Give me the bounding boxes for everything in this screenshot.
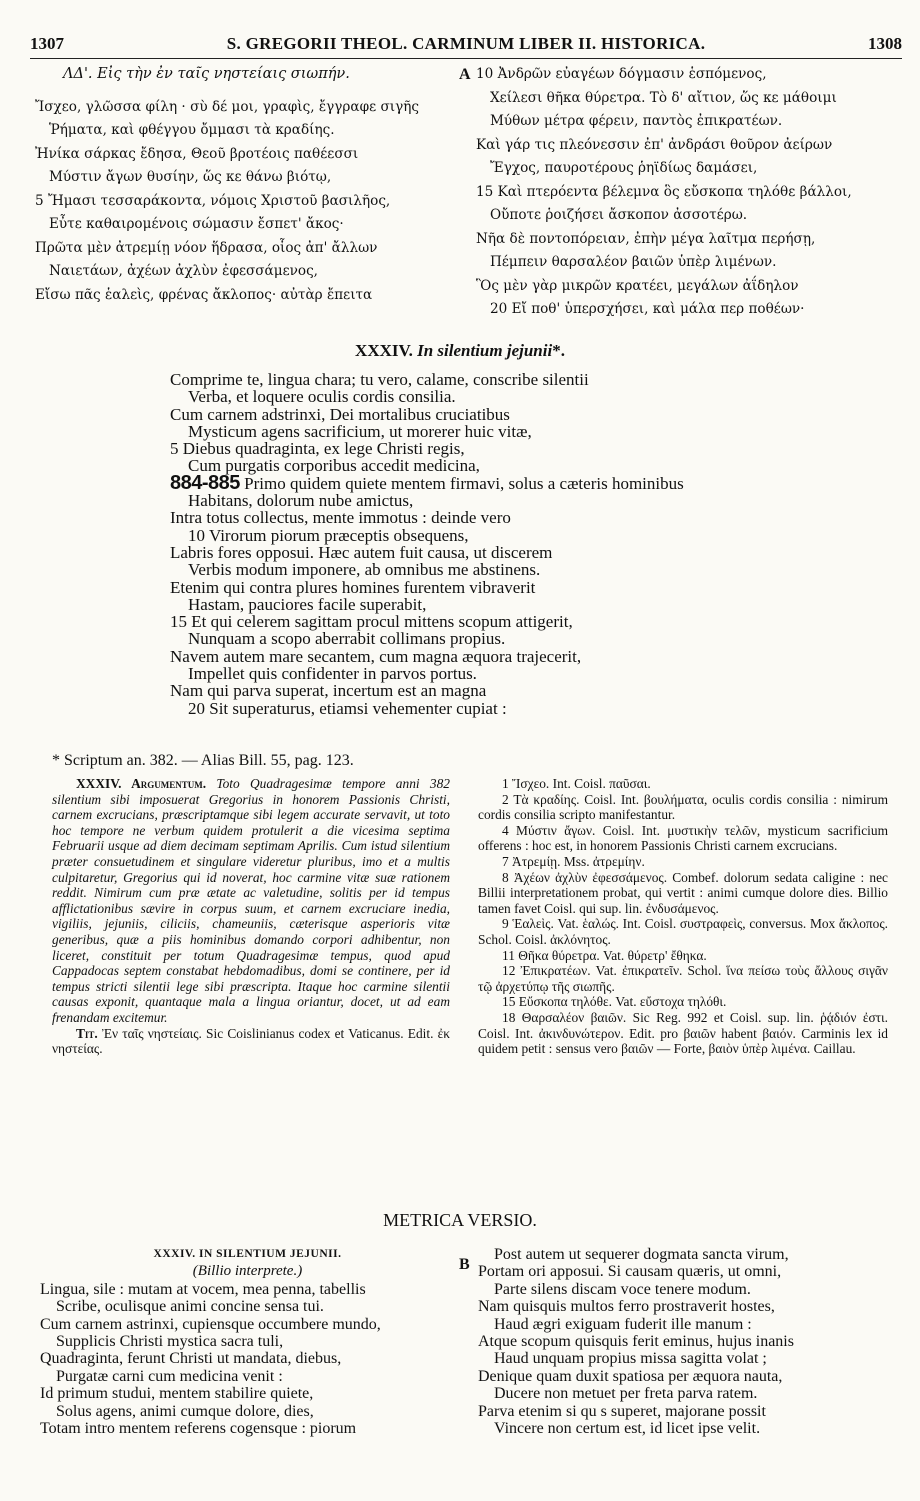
verse-line: Cum carnem astrinxi, cupiensque occumbere mundo, bbox=[40, 1315, 381, 1333]
greek-line: 5 Ἤμασι τεσσαράκοντα, νόμοις Χριστοῦ βασιλῆος, bbox=[35, 192, 391, 209]
latin-line: Etenim qui contra plures homines furentem vibraverit bbox=[170, 577, 536, 597]
verse-line: Purgatæ carni cum medicina venit : bbox=[56, 1367, 283, 1385]
greek-line: Εὖτε καθαιρομένοις σώμασιν ἔσπετ' ἄκος· bbox=[49, 216, 344, 232]
latin-line: Hastam, pauciores facile superabit, bbox=[188, 594, 427, 614]
verse-line: Supplicis Christi mystica sacra tuli, bbox=[56, 1333, 284, 1351]
page-number-right: 1308 bbox=[868, 34, 902, 53]
greek-line: Ὃς μὲν γὰρ μικρῶν κρατέει, μεγάλων ἀΐδηλον bbox=[476, 277, 799, 294]
greek-line: Μύστιν ἄγων θυσίην, ὥς κε θάνω βιότῳ, bbox=[49, 169, 332, 185]
metrical-version-left bbox=[40, 1246, 455, 1437]
latin-line: Primo quidem quiete mentem firmavi, solus a cæteris hominibus bbox=[244, 473, 684, 493]
greek-line: Ἔγχος, παυροτέρους ῥηϊδίως δαμάσει, bbox=[490, 160, 758, 176]
greek-line: 10 Ἀνδρῶν εὐαγέων δόγμασιν ἑσπόμενος, bbox=[476, 66, 767, 82]
greek-line: 20 Εἴ ποθ' ὑπερσχήσει, καὶ μάλα περ ποθέων· bbox=[490, 301, 805, 317]
greek-poem-title: ΛΔ'. Εἰς τὴν ἐν ταῖς νηστείαις σιωπήν. bbox=[63, 66, 350, 82]
critical-note: 8 Ἀχέων ἀχλὺν ἐφεσσάμενος. Combef. dolorum sedata caligine : nec Billii interpretationem probat, qui vertit : animi cumque dolore dies. Billio tamen favet Coisl. qui sup. lin. ἐνδυσάμενος. bbox=[478, 869, 888, 916]
critical-notes-column bbox=[478, 776, 888, 1057]
title-note-text: Ἐν ταῖς νηστείαις. Sic Coislinianus codex et Vaticanus. Edit. ἐκ νηστείας. bbox=[52, 1025, 450, 1057]
verse-subheading: (Billio interprete.) bbox=[192, 1263, 303, 1280]
verse-line: Denique quam duxit spatiosa per æquora nauta, bbox=[478, 1367, 783, 1385]
latin-line: Habitans, dolorum nube amictus, bbox=[188, 491, 414, 511]
critical-note: 1 Ἴσχεο. Int. Coisl. παῦσαι. bbox=[502, 776, 651, 791]
latin-title bbox=[0, 341, 920, 361]
latin-translation bbox=[170, 371, 870, 717]
argument-head: XXXIV. Argumentum. bbox=[76, 776, 207, 791]
greek-line: Ῥήματα, καὶ φθέγγου ὄμμασι τὰ κραδίης. bbox=[49, 122, 335, 138]
page-number-left: 1307 bbox=[30, 34, 64, 53]
verse-line: Parte silens discam voce tenere modum. bbox=[494, 1280, 751, 1298]
critical-note: 2 Τὰ κραδίης. Coisl. Int. βουλήματα, oculis cordis consilia : nimirum cordis consilia scripto manifestantur. bbox=[478, 791, 888, 823]
greek-line: Καὶ γάρ τις πλεόνεσσιν ἐπ' ἀνδράσι θοῦρον ἀείρων bbox=[476, 136, 833, 153]
greek-line: Ναιετάων, ἀχέων ἀχλὺν ἐφεσσάμενος, bbox=[49, 263, 319, 279]
greek-line: Νῆα δὲ ποντοπόρειαν, ἐπὴν μέγα λαῖτμα περήσῃ, bbox=[476, 230, 816, 247]
latin-line-with-column-number bbox=[170, 471, 870, 494]
greek-line: Εἴσω πᾶς ἑαλεὶς, φρένας ἄκλοπος· αὐτὰρ ἔπειτα bbox=[35, 286, 373, 303]
critical-note: 18 Θαρσαλέον βαιῶν. Sic Reg. 992 et Coisl. sup. lin. ῥᾴδιόν ἐστι. Coisl. Int. ἀκινδυνώτερον. Edit. pro βαιῶν habent βαιόν. Carminis lex id quidem petit : sensus vero βαιῶν — Forte, βαιὸν ὑπὲρ λιμένα. Caillau. bbox=[478, 1009, 888, 1057]
critical-note: 4 Μύστιν ἄγων. Coisl. Int. μυστικὴν τελῶν, mysticum sacrificium offerens : hoc est, in honorem Passionis Christi carnem excrucians. bbox=[478, 822, 888, 854]
latin-title-text: In silentium jejunii bbox=[417, 341, 553, 360]
latin-line: Verbis modum imponere, ab omnibus me abstinens. bbox=[188, 560, 541, 580]
title-note-label: Tit. bbox=[76, 1025, 98, 1041]
verse-line: Atque scopum quisquis ferit eminus, hujus inanis bbox=[478, 1333, 794, 1351]
greek-line: 15 Καὶ πτερόεντα βέλεμνα ὃς εὔσκοπα τηλόθε βάλλοι, bbox=[476, 183, 852, 200]
critical-note: 15 Εὔσκοπα τηλόθε. Vat. εὔστοχα τηλόθι. bbox=[502, 994, 727, 1010]
latin-line: Nunquam a scopo aberrabit collimans propius. bbox=[188, 629, 506, 649]
latin-title-mark: *. bbox=[552, 341, 565, 360]
footnote: * Scriptum an. 382. — Alias Bill. 55, pag. 123. bbox=[52, 752, 354, 769]
greek-column-right bbox=[476, 63, 896, 322]
verse-line: Haud ægri exiguam fuderit ille manum : bbox=[494, 1315, 752, 1333]
latin-line: 5 Diebus quadraginta, ex lege Christi regis, bbox=[170, 439, 465, 459]
verse-line: Vincere non certum est, id licet ipse velit. bbox=[494, 1420, 761, 1438]
greek-line: Ἴσχεο, γλῶσσα φίλη · σὺ δέ μοι, γραφὶς, ἔγγραφε σιγῆς bbox=[35, 98, 419, 115]
latin-line: Impellet quis confidenter in parvos portus. bbox=[188, 664, 477, 684]
argument-body: Toto Quadragesimæ tempore anni 382 silentium sibi imposuerat Gregorius in honorem Passionis Christi, carnem excrucians, præscriptamque sibi legem accurate servavit, ut toto hoc tempore ne verbum quidem protulerit a die vicesima septima Februarii usque ad diem decimam septimam Aprilis. Cum istud silentium præter consuetudinem et singulare videretur pluribus, imo et a multis culpitaretur, Gregorius qui id noverat, hoc carmine vitæ suæ rationem reddit. Nimirum cum præ ætate ac valetudine, solitis per id tempus afflictationibus sævire in corpus suum, et carnem excruciare inedia, vigiliis, jejuniis, ciliciis, chameuniis, cæterisque asperioris vitæ generibus, quæ a piis hominibus domando corpori adhibentur, non liceret, constituit per totum Quadragesimæ tempus, quod apud Cappadocas septem constabat hebdomadibus, domi se continere, per id tempus stricti silentii lege sibi præscripta. Itaque hoc carmine silentii causas exponit, quantaque mala a lingua oriantur, docet, ut ad eam frenandam excitemur. bbox=[52, 776, 450, 1025]
verse-line: Ducere non metuet per freta parva ratem. bbox=[494, 1385, 758, 1403]
latin-line: Verba, et loquere oculis cordis consilia. bbox=[188, 387, 456, 407]
header-rule bbox=[30, 58, 902, 59]
verse-line: Nam quisquis multos ferro prostraverit hostes, bbox=[478, 1298, 775, 1316]
latin-line: Mysticum agens sacrificium, ut morerer huic vitæ, bbox=[188, 421, 532, 441]
latin-line: 15 Et qui celerem sagittam procul mittens scopum attigerit, bbox=[170, 612, 573, 632]
argument-paragraph bbox=[52, 776, 450, 1026]
greek-line: Πρῶτα μὲν ἀτρεμίῃ νόον ἥδρασα, οἷος ἀπ' ἄλλων bbox=[35, 239, 378, 256]
verse-line: Haud unquam propius missa sagitta volat ; bbox=[494, 1350, 767, 1368]
latin-line: Cum purgatis corporibus accedit medicina, bbox=[188, 456, 480, 476]
latin-line: Comprime te, lingua chara; tu vero, calame, conscribe silentii bbox=[170, 370, 589, 389]
title-note bbox=[52, 1026, 450, 1057]
metrica-versio-heading: METRICA VERSIO. bbox=[383, 1210, 537, 1230]
verse-line: Id primum studui, mentem stabilire quiete, bbox=[40, 1385, 314, 1403]
critical-note: 7 Ἀτρεμίῃ. Mss. ἀτρεμίην. bbox=[502, 853, 645, 869]
verse-heading: XXXIV. IN SILENTIUM JEJUNII. bbox=[153, 1248, 342, 1260]
latin-line: Cum carnem adstrinxi, Dei mortalibus cruciatibus bbox=[170, 404, 510, 424]
greek-line: Οὔποτε ῥοιζήσει ἄσκοπον ἀσσοτέρω. bbox=[490, 207, 748, 223]
verse-line: Scribe, oculisque animi concine sensa tui. bbox=[56, 1298, 324, 1316]
greek-line: Ἠνίκα σάρκας ἔδησα, Θεοῦ βροτέοις παθέεσσι bbox=[35, 145, 359, 162]
greek-line: Χείλεσι θῆκα θύρετρα. Τὸ δ' αἴτιον, ὥς κε μάθοιμι bbox=[490, 89, 837, 106]
column-marker-a: A bbox=[459, 66, 471, 83]
greek-line: Μύθων μέτρα φέρειν, παντὸς ἐπικρατέων. bbox=[490, 113, 783, 129]
latin-line: 10 Virorum piorum præceptis obsequens, bbox=[188, 525, 469, 545]
column-marker-b: B bbox=[459, 1256, 470, 1273]
verse-line: Quadraginta, ferunt Christi ut mandata, diebus, bbox=[40, 1350, 342, 1368]
latin-title-number: XXXIV. bbox=[355, 341, 413, 360]
greek-line: Πέμπειν θαρσαλέον βαιῶν ὑπὲρ λιμένων. bbox=[490, 254, 777, 270]
verse-line: Lingua, sile : mutam at vocem, mea penna, tabellis bbox=[40, 1280, 366, 1298]
argument-column bbox=[52, 776, 450, 1057]
latin-line: Nam qui parva superat, incertum est an magna bbox=[170, 681, 487, 701]
verse-line: Post autem ut sequerer dogmata sancta virum, bbox=[494, 1246, 789, 1263]
greek-column-left bbox=[35, 63, 455, 307]
verse-line: Portam ori apposui. Si causam quæris, ut omni, bbox=[478, 1263, 782, 1281]
latin-line: Labris fores opposui. Hæc autem fuit causa, ut discerem bbox=[170, 542, 553, 562]
critical-note: 11 Θῆκα θύρετρα. Vat. θύρετρ' ἔθηκα. bbox=[502, 947, 707, 963]
column-numbers: 884-885 bbox=[170, 471, 240, 494]
verse-line: Totam intro mentem referens cogensque : piorum bbox=[40, 1420, 357, 1438]
latin-line: Intra totus collectus, mente immotus : deinde vero bbox=[170, 508, 511, 528]
latin-line: Navem autem mare secantem, cum magna æquora trajecerit, bbox=[170, 646, 582, 666]
metrical-version-right bbox=[478, 1246, 898, 1437]
latin-line: 20 Sit superaturus, etiamsi vehementer cupiat : bbox=[188, 698, 507, 718]
verse-line: Solus agens, animi cumque dolore, dies, bbox=[56, 1402, 314, 1420]
running-header bbox=[30, 34, 902, 58]
running-title: S. GREGORII THEOL. CARMINUM LIBER II. HISTORICA. bbox=[226, 34, 706, 53]
critical-note: 9 Ἑαλεὶς. Vat. ἑαλώς. Int. Coisl. συστραφεὶς, conversus. Mox ἄκλοπος. Schol. Coisl. ἀκλόνητος. bbox=[478, 916, 888, 947]
verse-line: Parva etenim si qu s superet, majorane possit bbox=[478, 1402, 766, 1420]
critical-note: 12 Ἐπικρατέων. Vat. ἐπικρατεῖν. Schol. ἵνα πείσω τοὺς ἄλλους σιγᾶν τῷ ἀρχετύπῳ τῆς σιωπῆς. bbox=[478, 963, 888, 994]
